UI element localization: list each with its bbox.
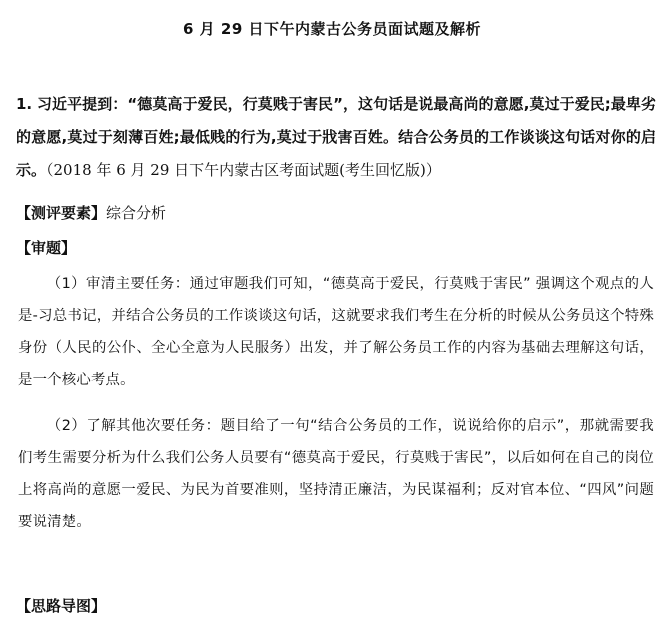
evaluation-element-line [16, 197, 656, 230]
review-heading [16, 232, 656, 265]
question-block [16, 88, 656, 187]
evaluation-element-label: 【测评要素】 [16, 204, 107, 222]
question-number: 1. [16, 95, 33, 113]
analysis-paragraph-2: （2）了解其他次要任务：题目给了一句“结合公务员的工作，说说给你的启示”，那就需要我们考生需要分析为什么我们公务人员要有“德莫高于爱民，行莫贱于害民”，以后如何在自己的岗位上将高尚的意愿一爱民、为民为首要准则，坚持清正廉洁，为民谋福利；反对官本位、“四风”问题要说清楚。 [18, 418, 654, 530]
question-source-note: （2018 年 6 月 29 日下午内蒙古区考面试题(考生回忆版)） [46, 161, 441, 179]
review-heading-label: 【审题】 [16, 239, 77, 257]
page-title: 6 月 29 日下午内蒙古公务员面试题及解析 [183, 20, 481, 38]
evaluation-element-value: 综合分析 [106, 204, 167, 222]
analysis-paragraph-1: （1）审清主要任务：通过审题我们可知，“德莫高于爱民，行莫贱于害民” 强调这个观点的人是-习总书记，并结合公务员的工作谈谈这句话，这就要求我们考生在分析的时候从公务员这个特殊身份（人民的公仆、全心全意为人民服务）出发，并了解公务员工作的内容为基础去理解这句话，是一个核心考点。 [18, 276, 654, 388]
mind-map-heading [16, 590, 656, 623]
question-text: 习近平提到：“德莫高于爱民，行莫贱于害民”，这句话是说最高尚的意愿,莫过于爱民;最卑劣的意愿,莫过于刻薄百姓;最低贱的行为,莫过于戕害百姓。结合公务员的工作谈谈这句话对你的启示。 [16, 95, 656, 179]
mind-map-heading-label: 【思路导图】 [16, 597, 107, 615]
